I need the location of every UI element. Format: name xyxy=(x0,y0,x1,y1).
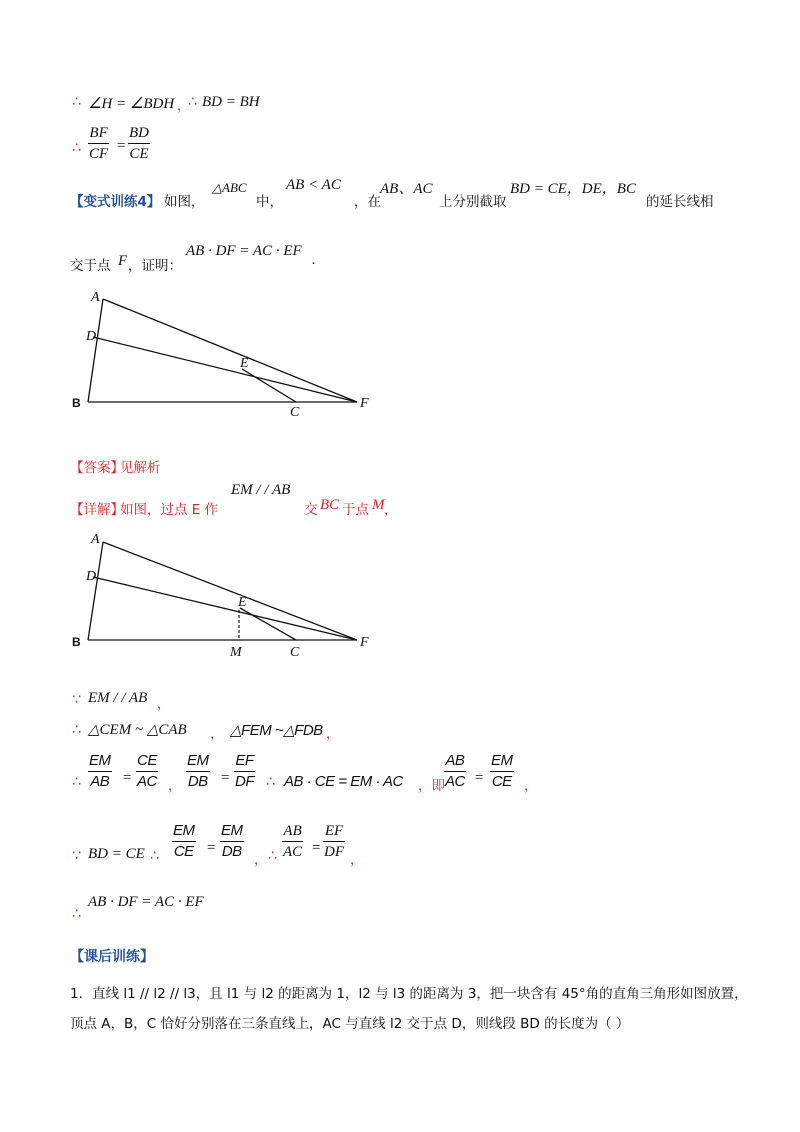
denominator: CF xyxy=(89,146,109,162)
denominator: CE xyxy=(491,773,512,790)
label-b: B xyxy=(72,635,81,649)
segment-ac-extended xyxy=(103,542,357,640)
therefore-symbol: ∴ xyxy=(72,906,81,922)
problem-text: 的延长线相 xyxy=(646,194,714,210)
problem-text: 如图， xyxy=(164,194,205,210)
equals-sign: = xyxy=(206,840,217,856)
numerator: CE xyxy=(137,752,157,769)
numerator: EM xyxy=(187,752,209,769)
denominator: AC xyxy=(283,844,303,860)
bd-equals-ce: BD = CE xyxy=(88,846,145,862)
segment-ab xyxy=(88,299,103,402)
figure-triangle-1 xyxy=(70,285,390,425)
fraction-em-ce xyxy=(490,752,514,791)
segment-ab xyxy=(88,542,103,640)
numerator: EM xyxy=(89,752,111,769)
comma: ， xyxy=(210,726,224,742)
denominator: CE xyxy=(129,146,149,162)
label-a: A xyxy=(91,290,100,305)
therefore-symbol: ∴ xyxy=(188,94,197,110)
label-f: F xyxy=(360,396,369,411)
denominator: AC xyxy=(445,773,465,790)
numerator: EM xyxy=(491,752,513,769)
conclusion-equation: AB · DF = AC · EF xyxy=(88,894,204,910)
comma: ， xyxy=(326,726,340,742)
problem-text: 交于点 xyxy=(70,258,111,274)
denominator: DB xyxy=(221,843,242,860)
label-d: D xyxy=(86,569,97,584)
fraction-ab-ac xyxy=(282,822,303,861)
label-a: A xyxy=(91,532,100,547)
label-c: C xyxy=(290,645,300,660)
label-b: B xyxy=(72,396,81,410)
angle-equation: ∠H = ∠BDH xyxy=(88,96,175,112)
equals-sign: = xyxy=(311,840,322,856)
label-e: E xyxy=(238,595,247,610)
bd-equation: BD = BH xyxy=(202,94,260,110)
detail-tag: 【详解】 xyxy=(70,502,124,518)
fraction-em-db xyxy=(220,822,244,861)
label-e: E xyxy=(240,356,249,371)
triangle-abc: △ABC xyxy=(212,180,247,195)
detail-text: 交 xyxy=(304,502,318,518)
because-symbol: ∵ xyxy=(72,848,81,864)
label-c: C xyxy=(290,405,300,420)
question-line: 1．直线 l1 // l2 // l3，且 l1 与 l2 的距离为 1，l2 与 l3 的距离为 3，把一块含有 45°角的直角三角形如图放置， xyxy=(70,986,748,1002)
numerator: EM xyxy=(173,822,195,839)
segments: AB、AC xyxy=(380,181,433,197)
period: . xyxy=(312,252,316,268)
numerator: EM xyxy=(221,822,243,839)
figure-triangle-2 xyxy=(70,530,390,665)
answer-text: 见解析 xyxy=(120,460,161,476)
numerator: BF xyxy=(89,125,108,141)
equals-sign: = xyxy=(116,138,127,154)
point-m: M xyxy=(372,497,385,513)
separator: ， xyxy=(177,98,191,114)
fraction-bf-cf xyxy=(88,124,109,163)
problem-text: 上分别截取 xyxy=(439,194,507,210)
equals-sign: = xyxy=(474,770,485,786)
numerator: AB xyxy=(283,823,302,839)
parallel-em-ab: EM / / AB xyxy=(231,482,291,498)
fraction-ef-df xyxy=(234,752,255,791)
fraction-em-ce xyxy=(172,822,196,861)
because-symbol: ∵ xyxy=(72,692,81,708)
fraction-bd-ce xyxy=(128,124,150,163)
segment-df xyxy=(93,577,357,640)
answer-tag: 【答案】 xyxy=(70,460,124,476)
question-line: 顶点 A，B，C 恰好分别落在三条直线上，AC 与直线 l2 交于点 D，则线段 BD 的长度为（ ） xyxy=(70,1016,630,1032)
condition: BD = CE，DE，BC xyxy=(510,181,636,197)
comma: ， xyxy=(384,502,398,518)
fraction-em-db xyxy=(186,752,210,791)
point-f: F xyxy=(118,253,128,269)
parallel-statement: EM / / AB xyxy=(88,690,148,706)
numerator: EF xyxy=(324,823,344,839)
segment-ac-extended xyxy=(103,299,357,402)
numerator: EF xyxy=(235,752,254,769)
denominator: DB xyxy=(187,773,208,790)
equals-sign: = xyxy=(220,770,231,786)
denominator: DF xyxy=(235,773,254,790)
problem-text: ，在 xyxy=(354,194,381,210)
therefore-symbol: ∴ xyxy=(72,140,81,156)
denominator: AB xyxy=(90,773,110,790)
therefore-symbol: ∴ xyxy=(72,774,81,790)
segment-bc: BC xyxy=(320,497,340,513)
detail-text: 如图，过点 E 作 xyxy=(120,502,219,518)
similarity-fem-fdb: △FEM ~△FDB xyxy=(230,722,323,739)
therefore-symbol: ∴ xyxy=(266,774,275,790)
comma: ， xyxy=(524,778,538,794)
fraction-em-ab xyxy=(88,752,112,791)
comma: ， xyxy=(168,778,182,794)
problem-text: 中， xyxy=(256,194,283,210)
label-d: D xyxy=(86,329,97,344)
therefore-symbol: ∴ xyxy=(72,722,81,738)
product-equation: AB · CE = EM · AC xyxy=(284,773,403,790)
similarity-cem-cab: △CEM ~ △CAB xyxy=(88,722,187,738)
inequality: AB < AC xyxy=(286,177,341,193)
problem-tag: 【变式训练4】 xyxy=(70,194,161,210)
homework-heading: 【课后训练】 xyxy=(70,949,154,965)
fraction-ab-ac xyxy=(444,752,466,791)
goal-equation: AB · DF = AC · EF xyxy=(186,243,302,259)
problem-text: ，证明： xyxy=(128,258,182,274)
equals-sign: = xyxy=(122,770,133,786)
therefore-symbol: ∴ xyxy=(268,848,277,864)
label-m: M xyxy=(230,645,242,660)
label-f: F xyxy=(360,635,369,650)
therefore-symbol: ∴ xyxy=(150,848,159,864)
numerator: AB xyxy=(445,752,465,769)
segment-df xyxy=(93,337,357,402)
comma: ， xyxy=(254,852,268,868)
denominator: DF xyxy=(324,844,344,860)
numerator: BD xyxy=(129,125,149,141)
therefore-symbol: ∴ xyxy=(72,94,81,110)
denominator: AC xyxy=(137,773,157,790)
fraction-ef-df xyxy=(323,822,345,861)
comma: ， xyxy=(350,852,364,868)
detail-text: 于点 xyxy=(342,502,369,518)
denominator: CE xyxy=(173,843,194,860)
fraction-ce-ac xyxy=(136,752,158,791)
comma: ， xyxy=(157,696,171,712)
ji-text: ，即 xyxy=(418,778,445,794)
